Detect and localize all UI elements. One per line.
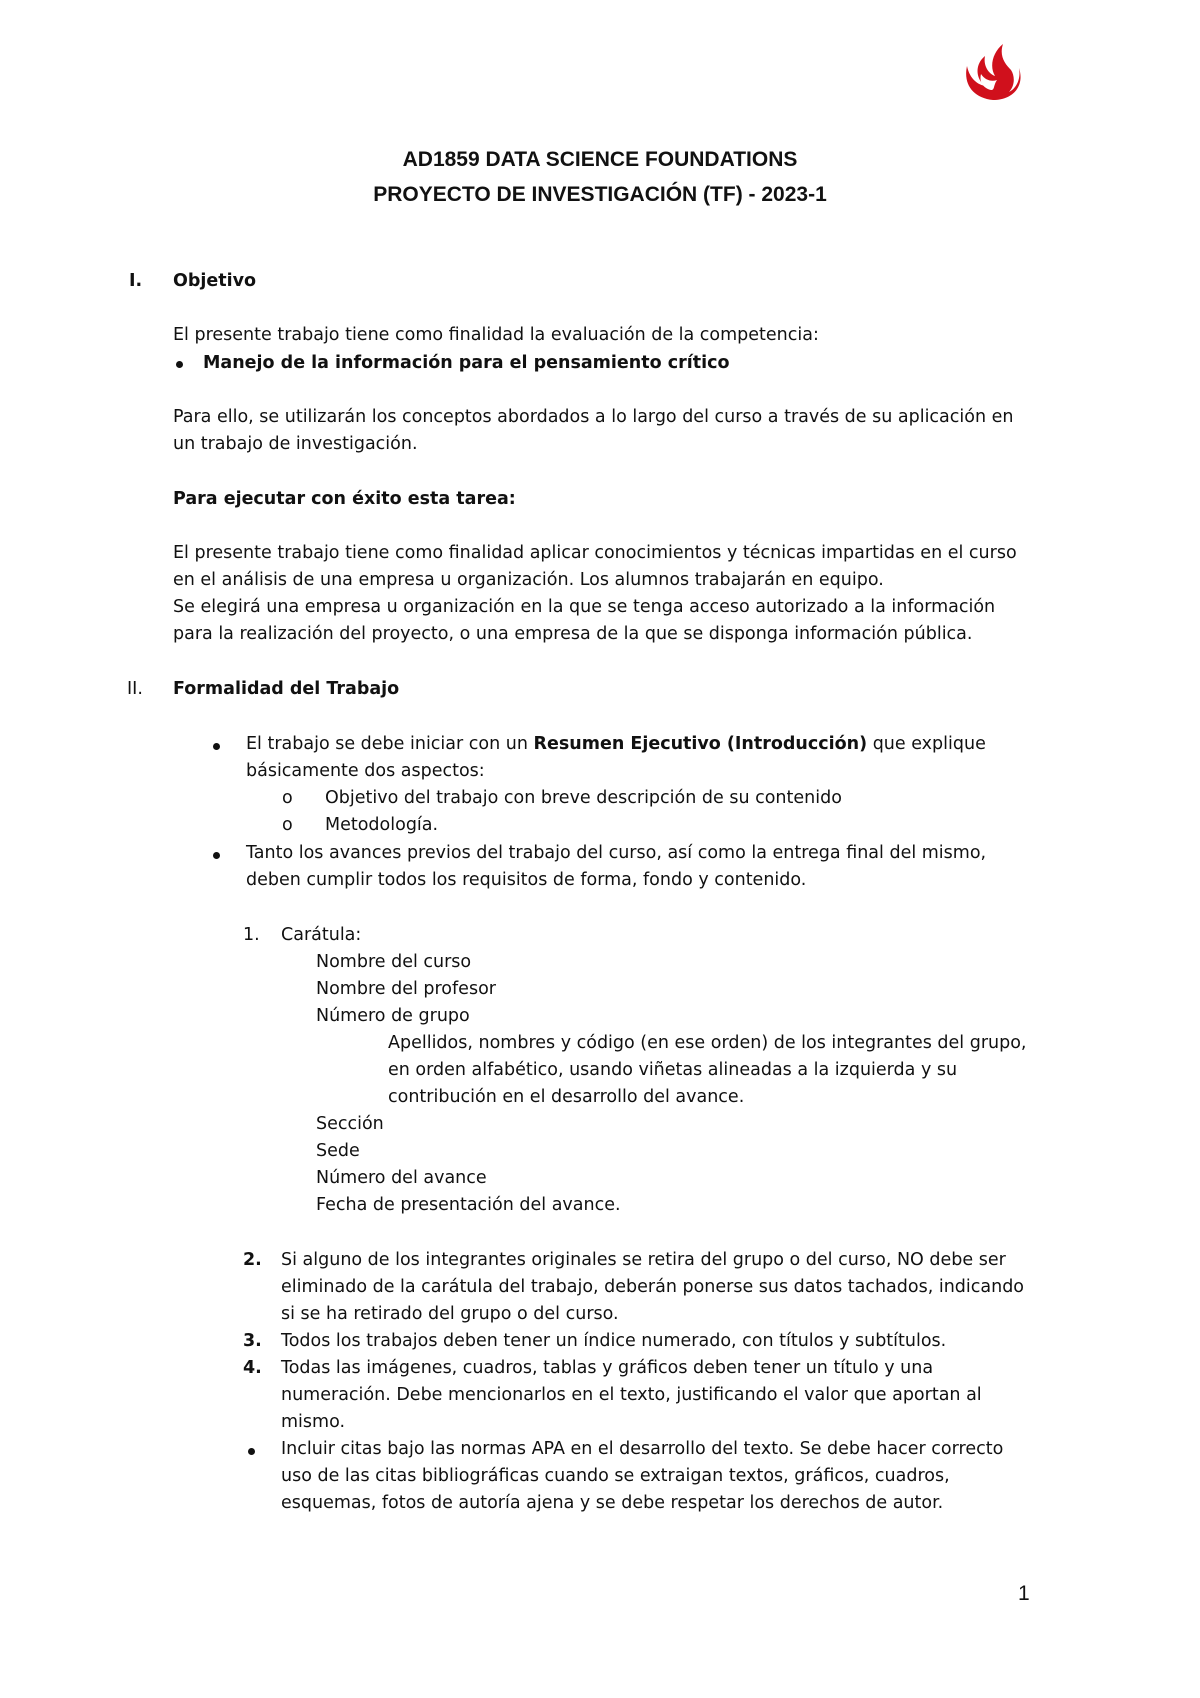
list-item-text: eliminado de la carátula del trabajo, deberán ponerse sus datos tachados, indicando [281, 1277, 1025, 1297]
bullet-text: básicamente dos aspectos: [246, 761, 485, 781]
list-item-text: Todos los trabajos deben tener un índice numerado, con títulos y subtítulos. [281, 1331, 947, 1351]
bullet-text: esquemas, fotos de autoría ajena y se debe respetar los derechos de autor. [281, 1493, 944, 1513]
sub-bullet-text: Objetivo del trabajo con breve descripción de su contenido [325, 788, 842, 808]
list-item-text: mismo. [281, 1412, 346, 1432]
list-item-text: si se ha retirado del grupo o del curso. [281, 1304, 619, 1324]
cover-item: Sección [316, 1114, 384, 1134]
section-number: I. [129, 271, 143, 291]
bullet-text: Tanto los avances previos del trabajo del curso, así como la entrega final del mismo, [246, 843, 987, 863]
bullet-text: El trabajo se debe iniciar con un Resumen Ejecutivo (Introducción) que explique [246, 734, 986, 754]
cover-item: contribución en el desarrollo del avance. [388, 1087, 745, 1107]
list-item-text: Si alguno de los integrantes originales se retira del grupo o del curso, NO debe ser [281, 1250, 1006, 1270]
bullet-text: Incluir citas bajo las normas APA en el desarrollo del texto. Se debe hacer correcto [281, 1439, 1004, 1459]
paragraph-line: un trabajo de investigación. [173, 434, 418, 454]
subheading: Para ejecutar con éxito esta tarea: [173, 489, 516, 509]
section-heading: Objetivo [173, 271, 257, 291]
document-title: AD1859 DATA SCIENCE FOUNDATIONS [402, 148, 798, 171]
cover-item: Fecha de presentación del avance. [316, 1195, 621, 1215]
paragraph-line: en el análisis de una empresa u organización. Los alumnos trabajarán en equipo. [173, 570, 884, 590]
list-item-text: Carátula: [281, 925, 362, 945]
bullet-text: uso de las citas bibliográficas cuando se extraigan textos, gráficos, cuadros, [281, 1466, 950, 1486]
cover-item: Nombre del profesor [316, 979, 496, 999]
cover-item: Número del avance [316, 1168, 487, 1188]
section-number: II. [127, 679, 143, 699]
sub-bullet-marker: o [282, 815, 293, 835]
bullet-icon [176, 361, 183, 368]
paragraph-line: Se elegirá una empresa u organización en la que se tenga acceso autorizado a la información [173, 597, 996, 617]
paragraph-line: El presente trabajo tiene como finalidad aplicar conocimientos y técnicas impartidas en el curso [173, 543, 1017, 563]
cover-item: Sede [316, 1141, 360, 1161]
bullet-icon [213, 743, 220, 750]
bullet-text: Manejo de la información para el pensamiento crítico [203, 353, 730, 373]
document-subtitle: PROYECTO DE INVESTIGACIÓN (TF) - 2023-1 [373, 183, 827, 206]
cover-item: Nombre del curso [316, 952, 472, 972]
sub-bullet-marker: o [282, 788, 293, 808]
list-item-text: Todas las imágenes, cuadros, tablas y gráficos deben tener un título y una [281, 1358, 934, 1378]
list-number: 4. [243, 1358, 262, 1378]
upc-flame-logo [961, 42, 1025, 102]
cover-item: Número de grupo [316, 1006, 470, 1026]
list-number: 1. [243, 925, 260, 945]
page-number: 1 [1018, 1582, 1030, 1605]
bullet-icon [248, 1448, 255, 1455]
bullet-text: deben cumplir todos los requisitos de forma, fondo y contenido. [246, 870, 807, 890]
list-number: 3. [243, 1331, 262, 1351]
list-number: 2. [243, 1250, 262, 1270]
section-heading: Formalidad del Trabajo [173, 679, 400, 699]
bullet-icon [213, 852, 220, 859]
paragraph-line: Para ello, se utilizarán los conceptos abordados a lo largo del curso a través de su aplicación en [173, 407, 1014, 427]
cover-item: en orden alfabético, usando viñetas alineadas a la izquierda y su [388, 1060, 958, 1080]
paragraph-line: El presente trabajo tiene como finalidad la evaluación de la competencia: [173, 325, 819, 345]
sub-bullet-text: Metodología. [325, 815, 439, 835]
list-item-text: numeración. Debe mencionarlos en el texto, justificando el valor que aportan al [281, 1385, 982, 1405]
cover-item: Apellidos, nombres y código (en ese orden) de los integrantes del grupo, [388, 1033, 1027, 1053]
paragraph-line: para la realización del proyecto, o una empresa de la que se disponga información pública. [173, 624, 973, 644]
